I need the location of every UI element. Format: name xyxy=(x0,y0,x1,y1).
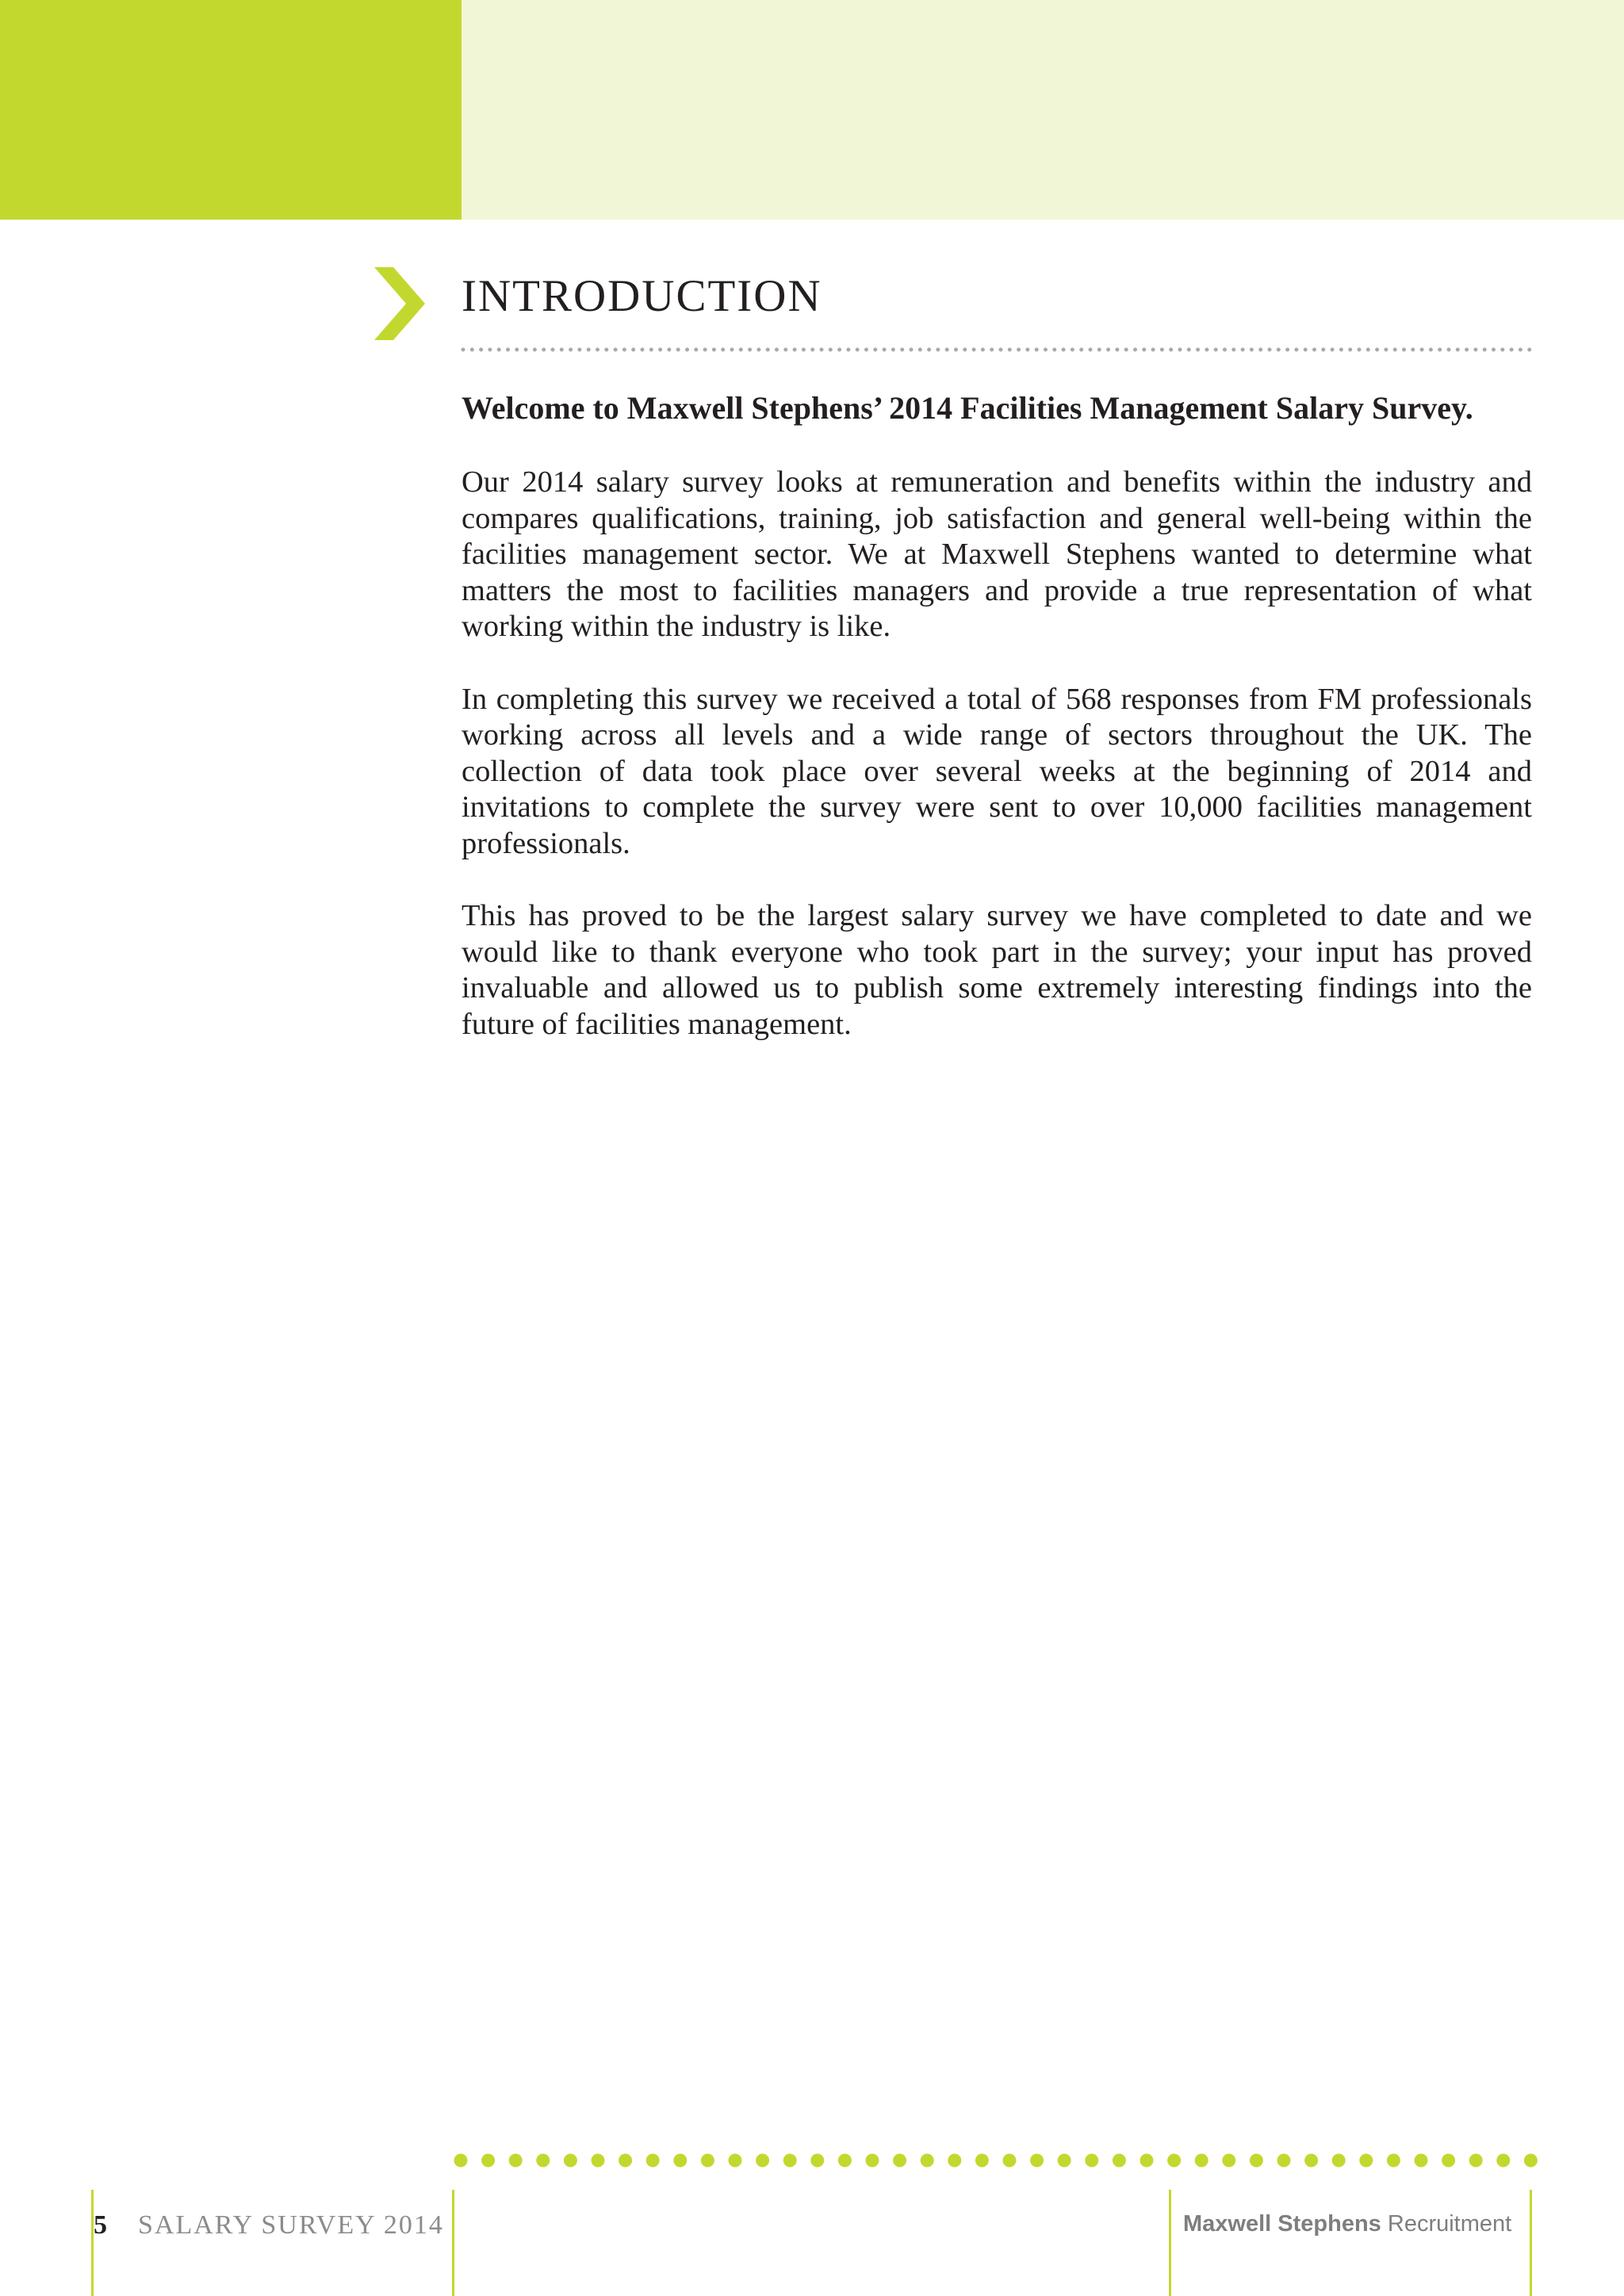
intro-paragraph-1: Our 2014 salary survey looks at remuneration and benefits within the industry and compares qualifications, training, job satisfaction and general well-being within the facilities management sector. We at Maxwell Stephens wanted to determine what matters the most to facilities managers and provide a true representation of what working within the industry is like. xyxy=(462,465,1532,643)
chevron-right-icon xyxy=(374,267,425,340)
page-number: 5 xyxy=(94,2210,107,2240)
brand-suffix: Recruitment xyxy=(1387,2211,1512,2237)
footer-divider-mid-right xyxy=(1169,2190,1171,2296)
heading-dotted-rule xyxy=(460,346,1535,354)
section-title: INTRODUCTION xyxy=(462,271,822,321)
footer-divider-mid-left xyxy=(452,2190,454,2296)
brand-logo xyxy=(1183,2210,1511,2238)
footer-dotted-rule xyxy=(452,2152,1540,2169)
brand-name: Maxwell Stephens xyxy=(1183,2211,1381,2237)
publication-title: SALARY SURVEY 2014 xyxy=(138,2210,444,2240)
footer-divider-right xyxy=(1530,2190,1532,2296)
intro-paragraph-3: This has proved to be the largest salary survey we have completed to date and we would like to thank everyone who took part in the survey; your input has proved invaluable and allowed us to publish some extremely interesting findings into the future of facilities management. xyxy=(462,899,1532,1041)
footer-divider-left xyxy=(91,2190,94,2296)
intro-lead: Welcome to Maxwell Stephens’ 2014 Facilities Management Salary Survey. xyxy=(462,390,1473,426)
header-band-accent xyxy=(0,0,462,220)
intro-content xyxy=(462,388,1532,1079)
header-band-light xyxy=(462,0,1624,220)
intro-paragraph-2: In completing this survey we received a total of 568 responses from FM professionals working across all levels and a wide range of sectors throughout the UK. The collection of data took place over several weeks at the beginning of 2014 and invitations to complete the survey were sent to over 10,000 facilities management professionals. xyxy=(462,682,1532,860)
chevron-shape xyxy=(374,267,425,340)
